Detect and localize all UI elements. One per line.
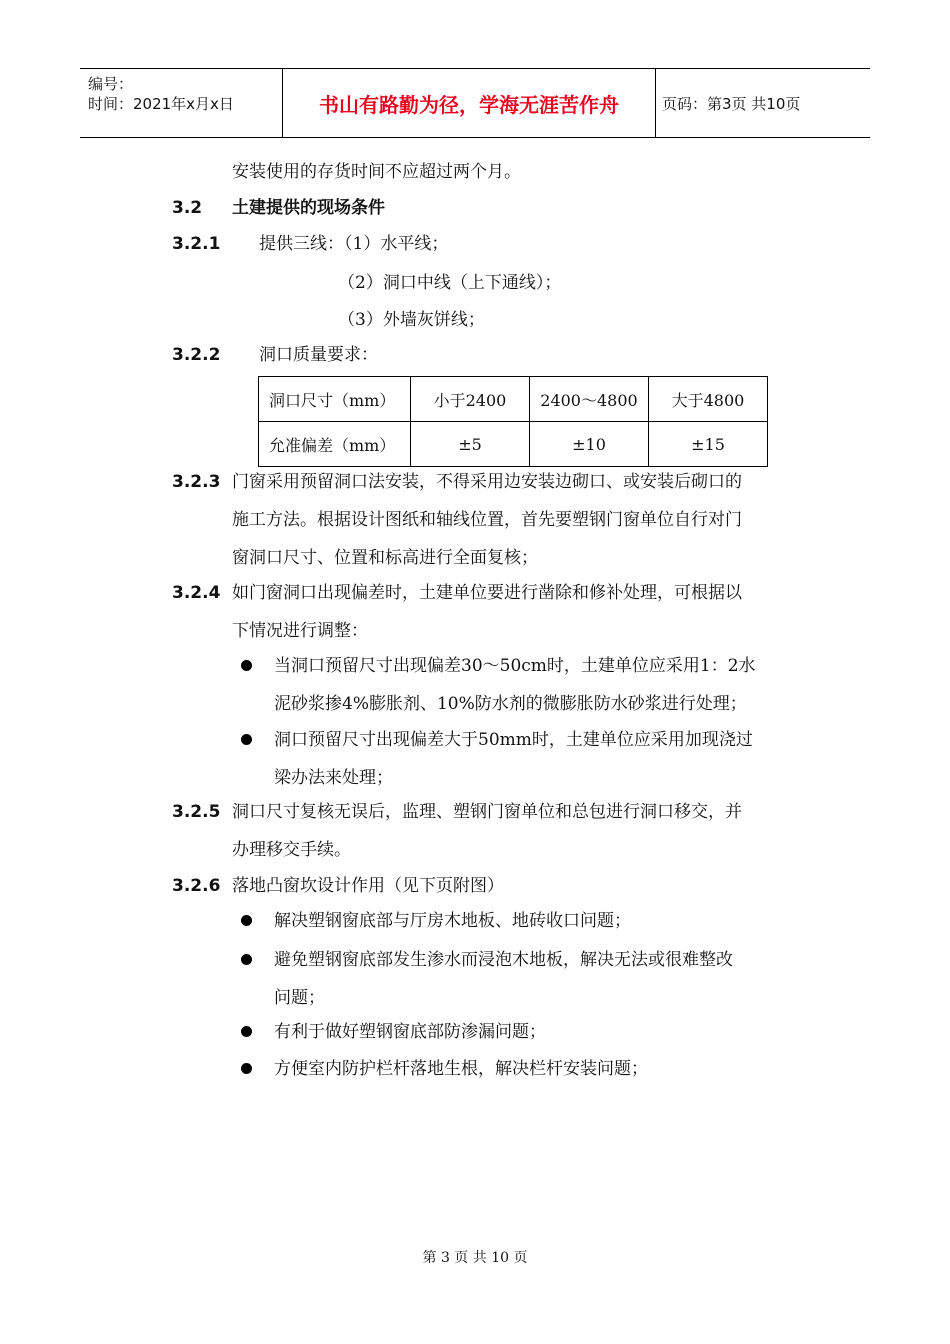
bullet-icon (241, 734, 252, 745)
list-item: 方便室内防护栏杆落地生根，解决栏杆安装问题； (274, 1059, 648, 1079)
paragraph-line: 洞口质量要求： (259, 345, 378, 365)
header-motto: 书山有路勤为径，学海无涯苦作舟 (282, 69, 656, 137)
bullet-icon (241, 954, 252, 965)
list-item: 避免塑钢窗底部发生渗水而浸泡木地板，解决无法或很难整改 (274, 950, 733, 970)
paragraph-line: 洞口尺寸复核无误后，监理、塑钢门窗单位和总包进行洞口移交，并 (232, 802, 742, 822)
paragraph-line: 施工方法。根据设计图纸和轴线位置，首先要塑钢门窗单位自行对门 (232, 510, 742, 530)
table-row (259, 422, 768, 467)
list-item: 泥砂浆掺4%膨胀剂、10%防水剂的微膨胀防水砂浆进行处理； (274, 694, 747, 714)
paragraph-line: （2）洞口中线（上下通线）； (338, 273, 562, 293)
paragraph-line: 门窗采用预留洞口法安装，不得采用边安装边砌口、或安装后砌口的 (232, 472, 742, 492)
table-row (259, 377, 768, 422)
time-label: 时间：2021年x月x日 (88, 95, 234, 113)
list-item: 梁办法来处理； (274, 768, 393, 788)
table-cell: 小于2400 (411, 377, 530, 422)
quality-table (258, 376, 768, 467)
bullet-icon (241, 1026, 252, 1037)
table-cell: 洞口尺寸（mm） (259, 377, 411, 422)
paragraph-line: 办理移交手续。 (232, 840, 351, 860)
list-item: 洞口预留尺寸出现偏差大于50mm时，土建单位应采用加现浇过 (274, 730, 753, 750)
page-header (80, 68, 870, 138)
paragraph-line: （3）外墙灰饼线； (338, 310, 485, 330)
table-cell: 大于4800 (649, 377, 768, 422)
list-item: 问题； (274, 988, 325, 1008)
section-title: 土建提供的现场条件 (232, 198, 385, 218)
section-number: 3.2.1 (172, 234, 221, 254)
page-footer: 第 3 页 共 10 页 (422, 1250, 528, 1266)
header-page-label: 页码：第3页 共10页 (662, 94, 801, 113)
paragraph-line: 如门窗洞口出现偏差时，土建单位要进行凿除和修补处理，可根据以 (232, 583, 742, 603)
code-label: 编号： (88, 75, 134, 93)
paragraph-line: 窗洞口尺寸、位置和标高进行全面复核； (232, 548, 538, 568)
list-item: 解决塑钢窗底部与厅房木地板、地砖收口问题； (274, 911, 631, 931)
header-left-cell (80, 69, 282, 137)
paragraph-line: 安装使用的存货时间不应超过两个月。 (232, 162, 521, 182)
bullet-icon (241, 915, 252, 926)
table-cell: ±15 (649, 422, 768, 467)
paragraph-line: 提供三线：（1）水平线； (259, 234, 449, 254)
bullet-icon (241, 1063, 252, 1074)
table-cell: 允准偏差（mm） (259, 422, 411, 467)
section-number: 3.2.5 (172, 802, 221, 822)
paragraph-line: 下情况进行调整： (232, 621, 368, 641)
section-number: 3.2.4 (172, 583, 221, 603)
section-number: 3.2.2 (172, 345, 221, 365)
section-number: 3.2.3 (172, 472, 221, 492)
table-cell: ±10 (530, 422, 649, 467)
list-item: 有利于做好塑钢窗底部防渗漏问题； (274, 1022, 546, 1042)
section-number: 3.2.6 (172, 876, 221, 896)
table-cell: ±5 (411, 422, 530, 467)
bullet-icon (241, 660, 252, 671)
paragraph-line: 落地凸窗坎设计作用（见下页附图） (232, 876, 504, 896)
table-cell: 2400～4800 (530, 377, 649, 422)
list-item: 当洞口预留尺寸出现偏差30～50cm时，土建单位应采用1：2水 (274, 656, 756, 676)
section-number: 3.2 (172, 198, 203, 218)
